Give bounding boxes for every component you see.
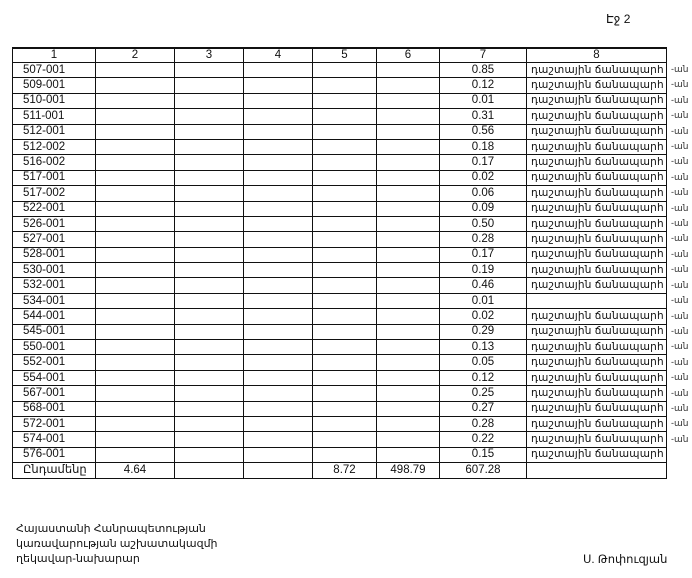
empty-cell	[96, 324, 175, 339]
parcel-code-cell: 507-001	[13, 63, 96, 78]
empty-cell	[377, 201, 440, 216]
empty-cell	[175, 186, 244, 201]
header-cell: 6	[377, 48, 440, 63]
empty-cell	[175, 247, 244, 262]
empty-cell	[96, 416, 175, 431]
land-parcel-table	[12, 47, 667, 479]
empty-cell	[377, 216, 440, 231]
parcel-code-cell: 568-001	[13, 401, 96, 416]
area-cell: 0.85	[440, 63, 527, 78]
table-row	[13, 63, 667, 78]
empty-cell	[175, 447, 244, 462]
empty-cell	[96, 401, 175, 416]
empty-cell	[313, 293, 377, 308]
empty-cell	[175, 386, 244, 401]
land-type-cell: դաշտային ճանապարհ	[527, 416, 667, 431]
empty-cell	[377, 324, 440, 339]
area-cell: 0.22	[440, 432, 527, 447]
total-cell: 498.79	[377, 463, 440, 478]
empty-cell	[313, 416, 377, 431]
empty-cell	[377, 432, 440, 447]
table-row	[13, 370, 667, 385]
empty-cell	[377, 401, 440, 416]
header-cell: 4	[244, 48, 313, 63]
table-body	[13, 48, 667, 478]
empty-cell	[175, 355, 244, 370]
empty-cell	[377, 93, 440, 108]
empty-cell	[313, 401, 377, 416]
parcel-code-cell: 544-001	[13, 309, 96, 324]
empty-cell	[175, 340, 244, 355]
parcel-code-cell: 517-002	[13, 186, 96, 201]
empty-cell	[313, 278, 377, 293]
empty-cell	[377, 232, 440, 247]
table-row	[13, 78, 667, 93]
land-type-cell: դաշտային ճանապարհ	[527, 124, 667, 139]
total-cell: 607.28	[440, 463, 527, 478]
empty-cell	[244, 78, 313, 93]
signatory-line-3: ղեկավար-նախարար	[16, 553, 140, 565]
parcel-code-cell: 509-001	[13, 78, 96, 93]
area-cell: 0.46	[440, 278, 527, 293]
table-row	[13, 401, 667, 416]
empty-cell	[96, 155, 175, 170]
empty-cell	[313, 170, 377, 185]
parcel-code-cell: 528-001	[13, 247, 96, 262]
margin-mark: ‐ան	[671, 341, 689, 352]
empty-cell	[96, 139, 175, 154]
parcel-code-cell: 510-001	[13, 93, 96, 108]
area-cell: 0.17	[440, 155, 527, 170]
empty-cell	[244, 63, 313, 78]
empty-cell	[244, 386, 313, 401]
area-cell: 0.25	[440, 386, 527, 401]
empty-cell	[96, 201, 175, 216]
land-type-cell: դաշտային ճանապարհ	[527, 186, 667, 201]
empty-cell	[96, 293, 175, 308]
parcel-code-cell: 522-001	[13, 201, 96, 216]
empty-cell	[313, 93, 377, 108]
margin-mark: ‐ան	[671, 64, 689, 74]
parcel-code-cell: 530-001	[13, 263, 96, 278]
empty-cell	[175, 263, 244, 278]
margin-marks	[671, 62, 689, 447]
land-type-cell: դաշտային ճանապարհ	[527, 93, 667, 108]
table-row	[13, 432, 667, 447]
table-row	[13, 278, 667, 293]
header-cell: 3	[175, 48, 244, 63]
area-cell: 0.01	[440, 293, 527, 308]
area-cell: 0.02	[440, 170, 527, 185]
empty-cell	[175, 293, 244, 308]
empty-cell	[313, 247, 377, 262]
empty-cell	[377, 416, 440, 431]
empty-cell	[175, 155, 244, 170]
empty-cell	[175, 370, 244, 385]
parcel-code-cell: 517-001	[13, 170, 96, 185]
total-row	[13, 463, 667, 478]
table-row	[13, 232, 667, 247]
empty-cell	[175, 324, 244, 339]
empty-cell	[96, 124, 175, 139]
header-cell: 5	[313, 48, 377, 63]
header-cell: 1	[13, 48, 96, 63]
margin-mark: ‐ան	[671, 310, 689, 321]
parcel-code-cell: 545-001	[13, 324, 96, 339]
empty-cell	[96, 186, 175, 201]
signatory-title	[16, 522, 218, 567]
area-cell: 0.17	[440, 247, 527, 262]
empty-cell	[244, 139, 313, 154]
margin-mark: ‐ան	[671, 295, 689, 306]
empty-cell	[175, 416, 244, 431]
empty-cell	[313, 324, 377, 339]
empty-cell	[175, 78, 244, 93]
margin-mark: ‐ան	[671, 110, 689, 121]
parcel-code-cell: 576-001	[13, 447, 96, 462]
total-label-cell: Ընդամենը	[13, 463, 96, 478]
empty-cell	[175, 139, 244, 154]
empty-cell	[96, 355, 175, 370]
area-cell: 0.28	[440, 416, 527, 431]
empty-cell	[96, 432, 175, 447]
empty-cell	[96, 247, 175, 262]
empty-cell	[244, 124, 313, 139]
table-row	[13, 155, 667, 170]
area-cell: 0.29	[440, 324, 527, 339]
empty-cell	[377, 263, 440, 278]
table-row	[13, 447, 667, 462]
margin-mark: ‐ան	[671, 279, 689, 290]
margin-mark: ‐ան	[671, 325, 689, 336]
parcel-code-cell: 516-002	[13, 155, 96, 170]
table-row	[13, 109, 667, 124]
empty-cell	[96, 63, 175, 78]
empty-cell	[377, 247, 440, 262]
empty-cell	[175, 216, 244, 231]
land-type-cell: դաշտային ճանապարհ	[527, 201, 667, 216]
empty-cell	[313, 263, 377, 278]
empty-cell	[377, 447, 440, 462]
header-row	[13, 48, 667, 63]
empty-cell	[175, 170, 244, 185]
empty-cell	[96, 78, 175, 93]
land-type-cell: դաշտային ճանապարհ	[527, 216, 667, 231]
empty-cell	[244, 155, 313, 170]
table-row	[13, 386, 667, 401]
area-cell: 0.50	[440, 216, 527, 231]
empty-cell	[96, 278, 175, 293]
empty-cell	[377, 309, 440, 324]
area-cell: 0.28	[440, 232, 527, 247]
empty-cell	[244, 93, 313, 108]
empty-cell	[377, 170, 440, 185]
empty-cell	[377, 124, 440, 139]
table-row	[13, 186, 667, 201]
empty-cell	[96, 109, 175, 124]
empty-cell	[313, 124, 377, 139]
empty-cell	[313, 370, 377, 385]
area-cell: 0.19	[440, 263, 527, 278]
empty-cell	[313, 309, 377, 324]
land-type-cell: դաշտային ճանապարհ	[527, 447, 667, 462]
empty-cell	[244, 186, 313, 201]
empty-cell	[377, 386, 440, 401]
empty-cell	[96, 216, 175, 231]
land-type-cell: դաշտային ճանապարհ	[527, 155, 667, 170]
parcel-code-cell: 552-001	[13, 355, 96, 370]
area-cell: 0.31	[440, 109, 527, 124]
empty-cell	[377, 355, 440, 370]
empty-cell	[377, 186, 440, 201]
parcel-code-cell: 511-001	[13, 109, 96, 124]
empty-cell	[377, 293, 440, 308]
empty-cell	[377, 370, 440, 385]
empty-cell	[313, 447, 377, 462]
empty-cell	[244, 355, 313, 370]
empty-cell	[244, 201, 313, 216]
area-cell: 0.01	[440, 93, 527, 108]
margin-mark: ‐ան	[671, 171, 689, 182]
empty-cell	[244, 309, 313, 324]
empty-cell	[313, 139, 377, 154]
signatory-line-1: Հայաստանի Հանրապետության	[16, 523, 206, 535]
margin-mark: ‐ան	[671, 387, 689, 398]
land-type-cell: դաշտային ճանապարհ	[527, 309, 667, 324]
empty-cell	[244, 463, 313, 478]
margin-mark: ‐ան	[671, 187, 689, 198]
empty-cell	[175, 232, 244, 247]
empty-cell	[244, 109, 313, 124]
empty-cell	[244, 324, 313, 339]
table-row	[13, 355, 667, 370]
empty-cell	[313, 355, 377, 370]
margin-mark: ‐ան	[671, 94, 689, 105]
empty-cell	[313, 109, 377, 124]
area-cell: 0.02	[440, 309, 527, 324]
area-cell: 0.05	[440, 355, 527, 370]
empty-cell	[96, 386, 175, 401]
empty-cell	[377, 78, 440, 93]
table-row	[13, 324, 667, 339]
total-cell: 4.64	[96, 463, 175, 478]
empty-cell	[96, 263, 175, 278]
land-type-cell: դաշտային ճանապարհ	[527, 109, 667, 124]
header-cell: 7	[440, 48, 527, 63]
margin-mark: ‐ան	[671, 418, 689, 429]
empty-cell	[175, 432, 244, 447]
total-cell: 8.72	[313, 463, 377, 478]
empty-cell	[313, 386, 377, 401]
margin-mark: ‐ան	[671, 356, 689, 367]
table-row	[13, 309, 667, 324]
land-type-cell: դաշտային ճանապարհ	[527, 355, 667, 370]
parcel-code-cell: 532-001	[13, 278, 96, 293]
empty-cell	[313, 63, 377, 78]
empty-cell	[244, 447, 313, 462]
empty-cell	[175, 309, 244, 324]
empty-cell	[175, 63, 244, 78]
area-cell: 0.27	[440, 401, 527, 416]
empty-cell	[377, 109, 440, 124]
empty-cell	[377, 340, 440, 355]
table-row	[13, 247, 667, 262]
parcel-code-cell: 572-001	[13, 416, 96, 431]
empty-cell	[244, 293, 313, 308]
empty-cell	[244, 232, 313, 247]
land-type-cell	[527, 293, 667, 308]
land-type-cell: դաշտային ճանապարհ	[527, 278, 667, 293]
margin-mark: ‐ան	[671, 264, 689, 275]
empty-cell	[244, 401, 313, 416]
margin-mark: ‐ան	[671, 233, 689, 244]
empty-cell	[175, 109, 244, 124]
area-cell: 0.12	[440, 370, 527, 385]
land-type-cell: դաշտային ճանապարհ	[527, 370, 667, 385]
empty-cell	[377, 139, 440, 154]
empty-cell	[313, 216, 377, 231]
margin-mark: ‐ան	[671, 125, 689, 136]
table-row	[13, 416, 667, 431]
empty-cell	[377, 278, 440, 293]
table-row	[13, 139, 667, 154]
empty-cell	[313, 78, 377, 93]
table-row	[13, 170, 667, 185]
land-type-cell: դաշտային ճանապարհ	[527, 232, 667, 247]
empty-cell	[313, 186, 377, 201]
land-type-cell: դաշտային ճանապարհ	[527, 247, 667, 262]
land-type-cell: դաշտային ճանապարհ	[527, 139, 667, 154]
table-row	[13, 263, 667, 278]
table-row	[13, 216, 667, 231]
parcel-code-cell: 574-001	[13, 432, 96, 447]
parcel-code-cell: 512-002	[13, 139, 96, 154]
land-type-cell: դաշտային ճանապարհ	[527, 78, 667, 93]
land-type-cell: դաշտային ճանապարհ	[527, 263, 667, 278]
margin-mark: ‐ան	[671, 248, 689, 259]
table-row	[13, 201, 667, 216]
table-row	[13, 93, 667, 108]
area-cell: 0.06	[440, 186, 527, 201]
parcel-code-cell: 534-001	[13, 293, 96, 308]
margin-mark: ‐ան	[671, 156, 689, 167]
empty-cell	[244, 263, 313, 278]
land-type-cell: դաշտային ճանապարհ	[527, 324, 667, 339]
parcel-code-cell: 526-001	[13, 216, 96, 231]
empty-cell	[175, 124, 244, 139]
area-cell: 0.15	[440, 447, 527, 462]
empty-cell	[313, 201, 377, 216]
empty-cell	[175, 463, 244, 478]
parcel-code-cell: 567-001	[13, 386, 96, 401]
empty-cell	[313, 432, 377, 447]
table-row	[13, 340, 667, 355]
empty-cell	[313, 340, 377, 355]
empty-cell	[175, 401, 244, 416]
page-number-label: Էջ 2	[606, 12, 631, 26]
area-cell: 0.18	[440, 139, 527, 154]
signatory-name: Ս. Թոփուզյան	[583, 554, 668, 566]
table-row	[13, 293, 667, 308]
empty-cell	[313, 155, 377, 170]
empty-cell	[244, 216, 313, 231]
empty-cell	[377, 63, 440, 78]
empty-cell	[175, 93, 244, 108]
empty-cell	[244, 432, 313, 447]
empty-cell	[244, 247, 313, 262]
land-type-cell: դաշտային ճանապարհ	[527, 401, 667, 416]
land-type-cell: դաշտային ճանապարհ	[527, 340, 667, 355]
empty-cell	[527, 463, 667, 478]
area-cell: 0.56	[440, 124, 527, 139]
land-type-cell: դաշտային ճանապարհ	[527, 170, 667, 185]
empty-cell	[96, 309, 175, 324]
empty-cell	[244, 278, 313, 293]
margin-mark: ‐ան	[671, 202, 689, 213]
empty-cell	[313, 232, 377, 247]
margin-mark: ‐ան	[671, 79, 689, 90]
land-type-cell: դաշտային ճանապարհ	[527, 63, 667, 78]
table-row	[13, 124, 667, 139]
header-cell: 8	[527, 48, 667, 63]
empty-cell	[244, 170, 313, 185]
empty-cell	[244, 370, 313, 385]
parcel-code-cell: 550-001	[13, 340, 96, 355]
header-cell: 2	[96, 48, 175, 63]
empty-cell	[96, 370, 175, 385]
empty-cell	[96, 447, 175, 462]
margin-mark: ‐ան	[671, 402, 689, 413]
empty-cell	[175, 201, 244, 216]
empty-cell	[96, 232, 175, 247]
empty-cell	[96, 170, 175, 185]
margin-mark: ‐ան	[671, 433, 689, 444]
signatory-line-2: կառավարության աշխատակազմի	[16, 538, 218, 550]
empty-cell	[96, 340, 175, 355]
margin-mark: ‐ան	[671, 372, 689, 383]
parcel-code-cell: 554-001	[13, 370, 96, 385]
empty-cell	[96, 93, 175, 108]
empty-cell	[244, 340, 313, 355]
area-cell: 0.12	[440, 78, 527, 93]
empty-cell	[244, 416, 313, 431]
land-type-cell: դաշտային ճանապարհ	[527, 432, 667, 447]
margin-mark: ‐ան	[671, 141, 689, 152]
empty-cell	[175, 278, 244, 293]
parcel-code-cell: 512-001	[13, 124, 96, 139]
empty-cell	[377, 155, 440, 170]
margin-mark: ‐ան	[671, 218, 689, 229]
land-type-cell: դաշտային ճանապարհ	[527, 386, 667, 401]
area-cell: 0.13	[440, 340, 527, 355]
area-cell: 0.09	[440, 201, 527, 216]
parcel-code-cell: 527-001	[13, 232, 96, 247]
